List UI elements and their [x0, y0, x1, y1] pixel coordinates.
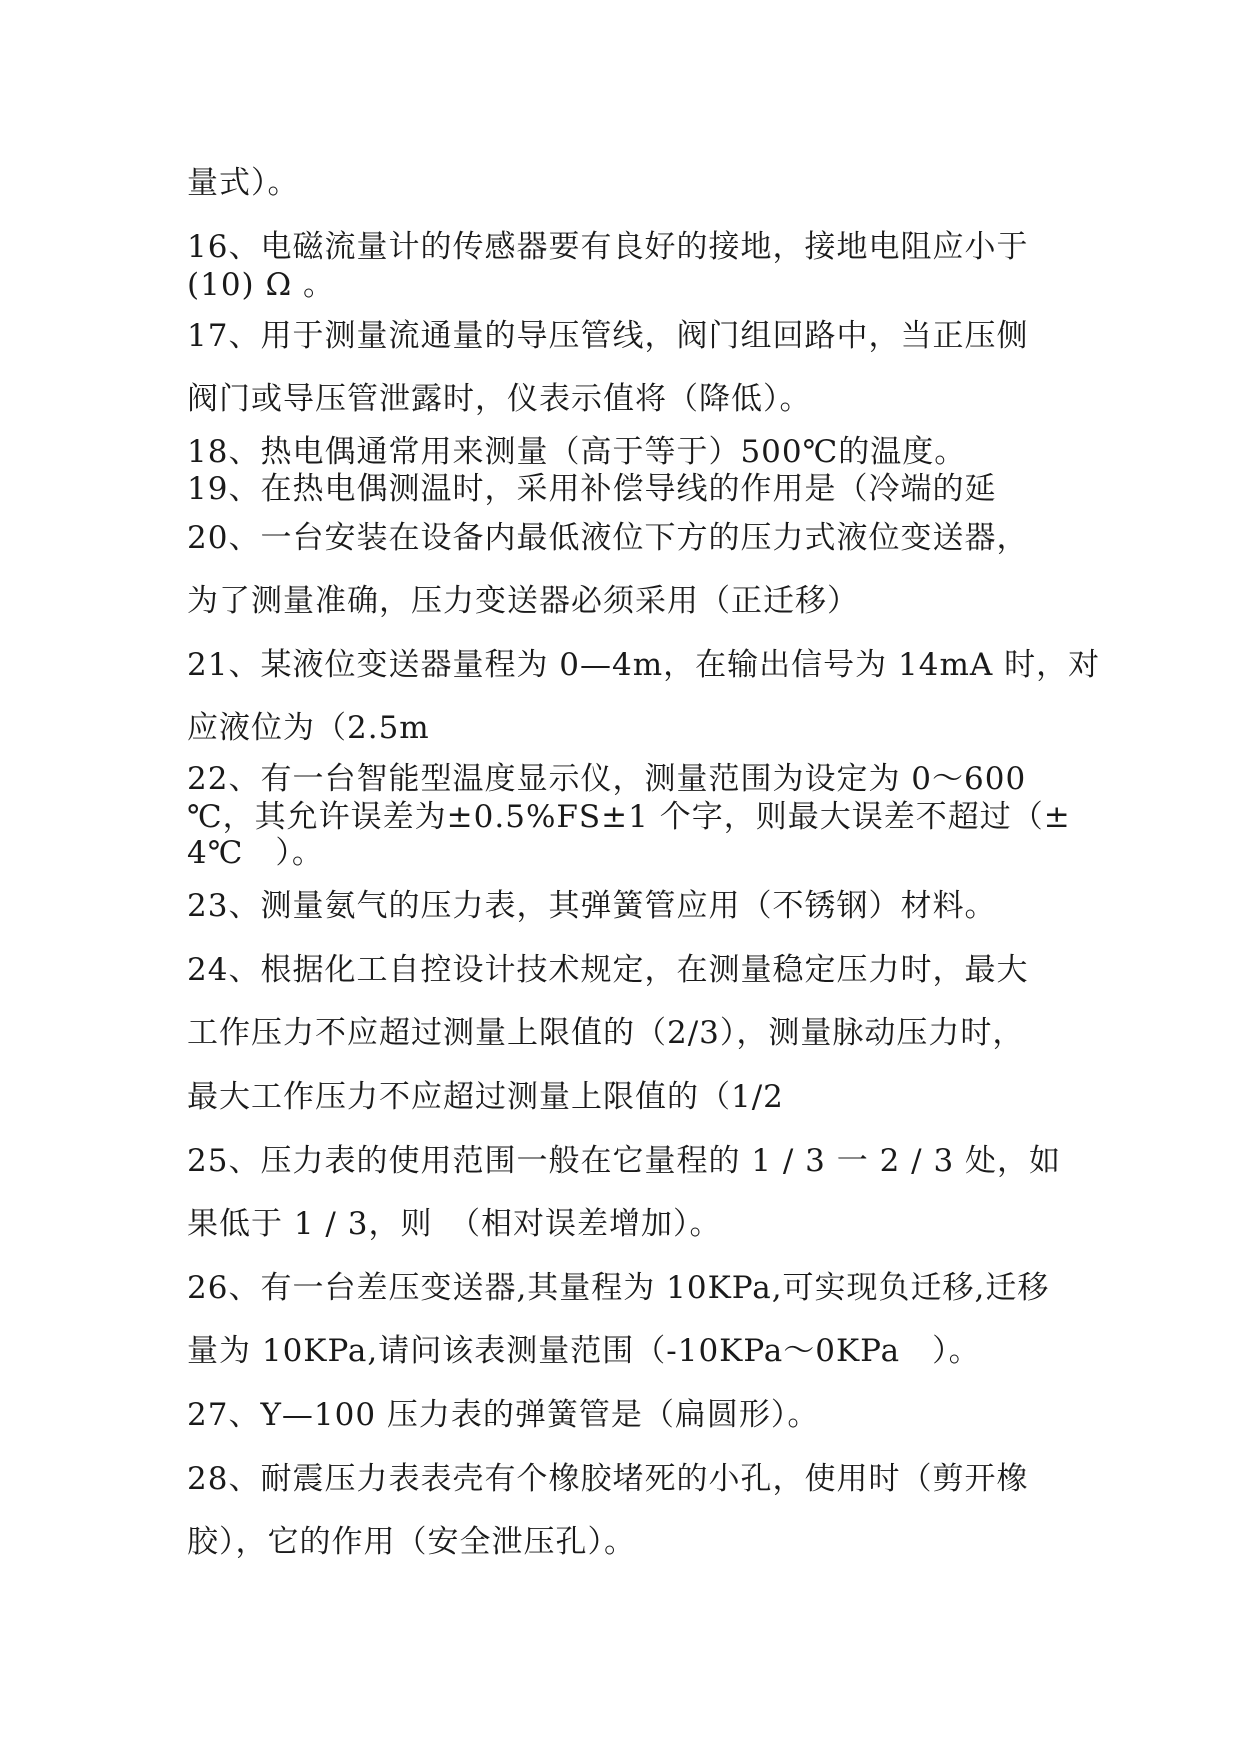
text-line: 24、根据化工自控设计技术规定，在测量稳定压力时，最大 — [187, 952, 1029, 988]
text-line: (10) Ω 。 — [187, 267, 336, 303]
text-line: 17、用于测量流通量的导压管线，阀门组回路中，当正压侧 — [187, 318, 1029, 354]
text-line: 27、Y—100 压力表的弹簧管是（扁圆形）。 — [187, 1397, 820, 1433]
text-line: 工作压力不应超过测量上限值的（2/3），测量脉动压力时， — [187, 1015, 1025, 1051]
text-line: 量为 10KPa,请问该表测量范围（-10KPa～0KPa ）。 — [187, 1333, 981, 1369]
text-line: 为了测量准确，压力变送器必须采用（正迁移） — [187, 583, 859, 619]
text-line: 18、热电偶通常用来测量（高于等于）500℃的温度。 — [187, 434, 967, 470]
text-line: 应液位为（2.5m — [187, 710, 430, 746]
text-line: 19、在热电偶测温时，采用补偿导线的作用是（冷端的延 — [187, 471, 997, 507]
text-line: 最大工作压力不应超过测量上限值的（1/2 — [187, 1079, 784, 1115]
text-line: 28、耐震压力表表壳有个橡胶堵死的小孔，使用时（剪开橡 — [187, 1461, 1029, 1497]
text-line: 16、电磁流量计的传感器要有良好的接地，接地电阻应小于 — [187, 229, 1029, 265]
text-line: ℃，其允许误差为±0.5%FS±1 个字，则最大误差不超过（± — [187, 799, 1071, 835]
text-line: 26、有一台差压变送器,其量程为 10KPa,可实现负迁移,迁移 — [187, 1270, 1050, 1306]
text-line: 22、有一台智能型温度显示仪，测量范围为设定为 0～600 — [187, 761, 1027, 797]
text-line: 21、某液位变送器量程为 0—4m，在输出信号为 14mA 时，对 — [187, 647, 1101, 683]
text-line: 量式）。 — [187, 165, 300, 201]
text-line: 果低于 1 / 3，则 （相对误差增加）。 — [187, 1206, 722, 1242]
text-line: 胶），它的作用（安全泄压孔）。 — [187, 1524, 636, 1560]
text-line: 23、测量氨气的压力表，其弹簧管应用（不锈钢）材料。 — [187, 888, 997, 924]
text-line: 4℃ ）。 — [187, 835, 324, 871]
text-line: 25、压力表的使用范围一般在它量程的 1 / 3 一 2 / 3 处，如 — [187, 1143, 1062, 1179]
text-line: 20、一台安装在设备内最低液位下方的压力式液位变送器， — [187, 520, 1029, 556]
text-line: 阀门或导压管泄露时，仪表示值将（降低）。 — [187, 381, 812, 417]
